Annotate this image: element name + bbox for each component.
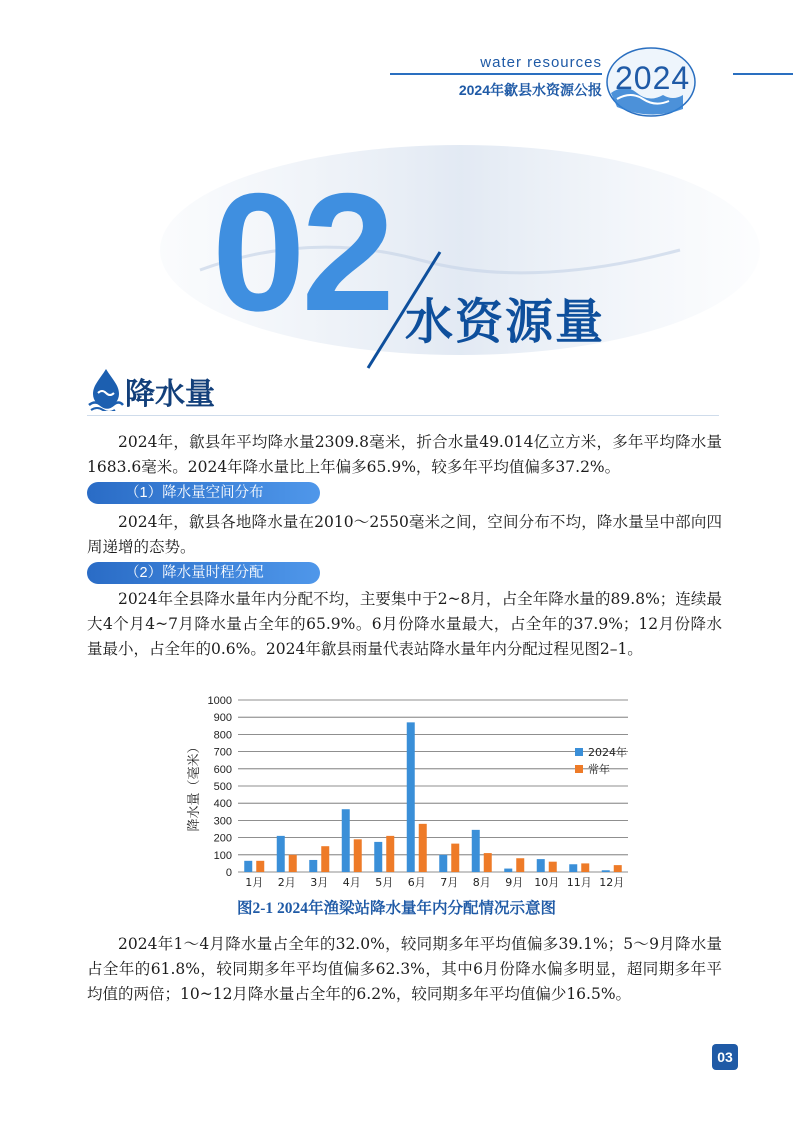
bar-2024 (472, 830, 480, 872)
y-tick-label: 500 (213, 781, 232, 793)
bar-2024 (569, 864, 577, 872)
y-tick-label: 600 (213, 763, 232, 776)
bar-2024 (439, 855, 447, 872)
legend-swatch (575, 748, 583, 756)
bar-normal (451, 844, 459, 872)
x-tick-label: 6月 (407, 876, 426, 889)
bar-normal (581, 863, 589, 872)
x-tick-label: 5月 (375, 876, 394, 889)
section-divider (87, 415, 719, 416)
chapter-number: 02 (212, 158, 391, 346)
y-tick-label: 700 (213, 746, 232, 759)
temporal-paragraph: 2024年全县降水量年内分配不均，主要集中于2~8月，占全年降水量的89.8%；连续最大4个月4~7月降水量占全年的65.9%。6月份降水量最大，占全年的37.9%；12月份降水量最小，占全年的0.6%。2024年歙县雨量代表站降水量年内分配过程见图2–1。 (87, 590, 722, 658)
header-english-title: water resources (480, 54, 602, 71)
page-number: 03 (712, 1044, 738, 1070)
subsection-temporal-label: （2）降水量时程分配 (87, 562, 320, 584)
bar-normal (354, 839, 362, 872)
header-rule-left (390, 73, 602, 75)
x-tick-label: 11月 (566, 876, 592, 889)
intro-paragraph: 2024年，歙县年平均降水量2309.8毫米，折合水量49.014亿立方米，多年平均降水量1683.6毫米。2024年降水量比上年偏多65.9%，较多年平均值偏多37.2%。 (87, 433, 722, 476)
x-tick-label: 12月 (599, 876, 625, 889)
legend-label: 2024年 (588, 746, 627, 759)
bar-2024 (602, 870, 610, 872)
x-tick-label: 9月 (505, 876, 524, 889)
bar-normal (419, 824, 427, 872)
y-tick-label: 200 (213, 832, 232, 845)
x-tick-label: 4月 (342, 876, 361, 889)
subsection-spatial-label: （1）降水量空间分布 (87, 482, 320, 504)
bar-2024 (309, 860, 317, 872)
bar-normal (614, 865, 622, 872)
after-chart-paragraph: 2024年1～4月降水量占全年的32.0%，较同期多年平均值偏多39.1%；5～9月降水量占全年的61.8%，较同期多年平均值偏多62.3%，其中6月份降水偏多明显，超同期多年平均值的两倍；10~12月降水量占全年的6.2%，较同期多年平均值偏少16.5%。 (87, 935, 722, 1003)
legend-swatch (575, 765, 583, 773)
bar-normal (484, 853, 492, 872)
y-tick-label: 100 (213, 849, 232, 862)
bar-2024 (504, 869, 512, 872)
x-tick-label: 1月 (245, 876, 264, 889)
y-tick-label: 1000 (207, 695, 232, 707)
legend-label: 常年 (588, 763, 610, 776)
bar-normal (549, 862, 557, 872)
water-drop-icon (87, 367, 125, 411)
bar-2024 (277, 836, 285, 872)
bar-2024 (537, 859, 545, 872)
header-year: 2024 (615, 60, 691, 96)
bar-normal (516, 858, 524, 872)
x-tick-label: 10月 (534, 876, 560, 889)
y-axis-label: 降水量（毫米） (187, 740, 202, 832)
bar-normal (386, 836, 394, 872)
x-tick-label: 8月 (472, 876, 491, 889)
y-tick-label: 800 (213, 729, 232, 742)
section-heading: 降水量 (125, 378, 215, 411)
x-tick-label: 7月 (440, 876, 459, 889)
bar-normal (321, 846, 329, 872)
bar-normal (289, 855, 297, 872)
x-tick-label: 3月 (310, 876, 329, 889)
y-tick-label: 300 (213, 815, 232, 828)
y-tick-label: 400 (213, 798, 232, 811)
bar-normal (256, 861, 264, 872)
monthly-precipitation-chart (180, 690, 640, 890)
bar-2024 (407, 722, 415, 872)
x-tick-label: 2月 (277, 876, 296, 889)
y-tick-label: 0 (225, 867, 232, 879)
bar-2024 (374, 842, 382, 872)
spatial-paragraph: 2024年，歙县各地降水量在2010～2550毫米之间，空间分布不均，降水量呈中部向四周递增的态势。 (87, 513, 722, 556)
bar-2024 (342, 809, 350, 872)
chapter-title: 水资源量 (405, 296, 606, 349)
y-tick-label: 900 (213, 712, 232, 725)
header-chinese-title: 2024年歙县水资源公报 (458, 82, 602, 98)
header-rule-right (733, 73, 793, 75)
figure-caption: 图2-1 2024年渔梁站降水量年内分配情况示意图 (236, 900, 557, 917)
bar-2024 (244, 861, 252, 872)
